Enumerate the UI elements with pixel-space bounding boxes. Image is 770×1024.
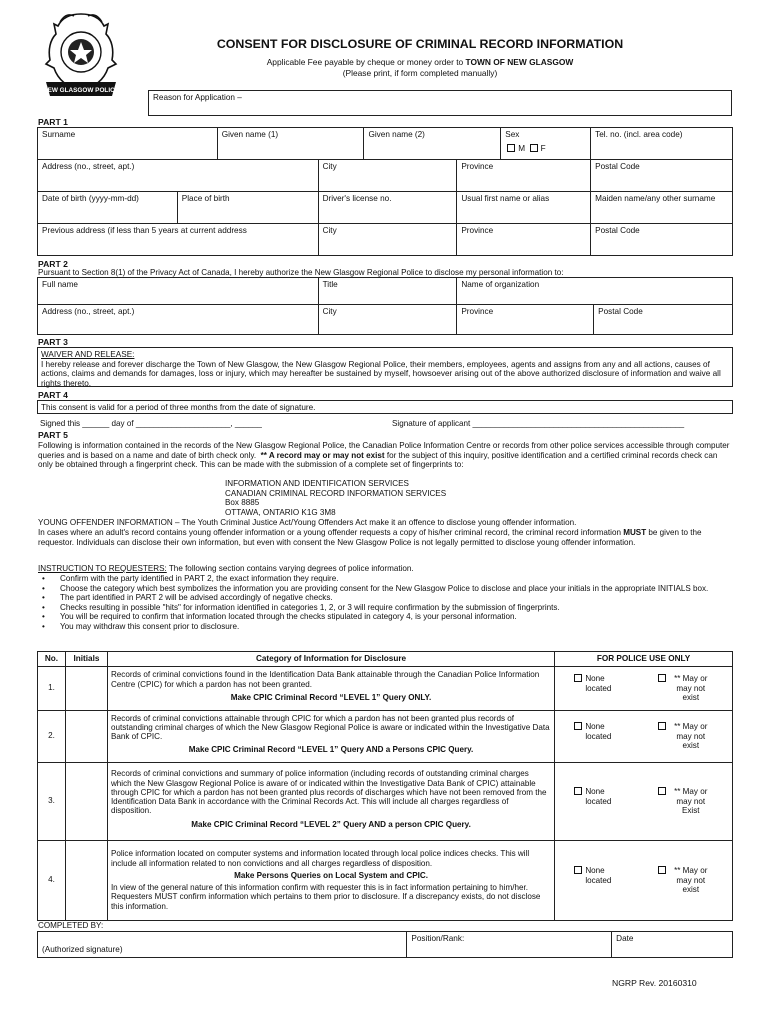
none-located-checkbox[interactable]	[574, 674, 582, 682]
none-located-checkbox[interactable]	[574, 866, 582, 874]
waiver-box	[37, 347, 733, 387]
recipient-city-field[interactable]: City	[318, 305, 457, 335]
position-rank-field[interactable]: Position/Rank:	[407, 932, 612, 958]
previous-province-field[interactable]: Province	[457, 224, 591, 256]
col-initials-header: Initials	[65, 652, 107, 667]
tel-field[interactable]: Tel. no. (incl. area code)	[591, 128, 733, 160]
reason-label: Reason for Application –	[153, 93, 242, 102]
sex-field: Sex M F	[501, 128, 591, 160]
waiver-heading: WAIVER AND RELEASE:	[41, 350, 135, 359]
recipient-province-field[interactable]: Province	[457, 305, 594, 335]
validity-box	[37, 400, 733, 414]
police-use-cell: None located ** May or may not Exist	[555, 762, 733, 840]
recipient-organization-field[interactable]: Name of organization	[457, 278, 733, 305]
col-no-header: No.	[38, 652, 66, 667]
row-number: 3.	[38, 762, 66, 840]
record-may-not-exist-note: ** A record may or may not exist	[260, 450, 385, 460]
part2-intro: Pursuant to Section 8(1) of the Privacy Act of Canada, I hereby authorize the New Glasgow Regional Police to disclose my personal information to:	[38, 268, 564, 277]
table-row	[38, 840, 733, 920]
category-description: Records of criminal convictions found in the Identification Data Bank attainable through the Canadian Police Information Centre (CPIC) for which a pardon has not been granted. Make CPIC Criminal Record “LEVEL 1” Query ONLY.	[107, 666, 554, 710]
part4-label: PART 4	[38, 390, 68, 400]
initials-cell[interactable]	[65, 840, 107, 920]
police-use-cell: None located ** May or may not exist	[555, 710, 733, 762]
instruction-item: • Choose the category which best symbolizes the information you are providing consent for the New Glasgow Police to disclose and place your initials in the appropriate INITIALS box.	[38, 584, 728, 594]
recipient-address-field[interactable]: Address (no., street, apt.)	[38, 305, 319, 335]
ident-services-address: INFORMATION AND IDENTIFICATION SERVICES CANADIAN CRIMINAL RECORD INFORMATION SERVICES Box 8885 OTTAWA, ONTARIO K1G 3M8	[225, 479, 447, 517]
signed-date-line[interactable]: Signed this ______ day of _____________________, ______	[40, 419, 262, 428]
police-crest-logo	[40, 10, 122, 106]
col-police-header: FOR POLICE USE ONLY	[555, 652, 733, 667]
instruction-item: • You may withdraw this consent prior to disclosure.	[38, 622, 728, 632]
part2-label: PART 2	[38, 259, 68, 269]
table-row	[38, 666, 733, 710]
row-number: 2.	[38, 710, 66, 762]
category-description: Records of criminal convictions and summary of police information (including records of outstanding criminal charges which the New Glasgow Regional Police is aware of or indicated within the Investigative Data Bank of CPIC) attainable through CPIC for which a pardon has not been granted plus records of discharges which have not been removed from the Identification Data Bank in accordance with the Criminal Records Act. This will include all charges regardless of disposition. Make CPIC Criminal Record “LEVEL 2” Query AND a person CPIC Query.	[107, 762, 554, 840]
row-number: 4.	[38, 840, 66, 920]
instruction-heading: INSTRUCTION TO REQUESTERS: The following section contains varying degrees of police information.	[38, 564, 414, 573]
print-note: (Please print, if form completed manually)	[342, 68, 498, 78]
table-row	[38, 710, 733, 762]
revision-number: NGRP Rev. 20160310	[612, 978, 697, 988]
province-field[interactable]: Province	[457, 160, 591, 192]
recipient-title-field[interactable]: Title	[318, 278, 457, 305]
sex-m-checkbox[interactable]	[507, 144, 515, 152]
sex-f-checkbox[interactable]	[530, 144, 538, 152]
place-of-birth-field[interactable]: Place of birth	[177, 192, 318, 224]
alias-field[interactable]: Usual first name or alias	[457, 192, 591, 224]
surname-field[interactable]: Surname	[38, 128, 218, 160]
validity-text: This consent is valid for a period of three months from the date of signature.	[41, 403, 316, 412]
dob-field[interactable]: Date of birth (yyyy-mm-dd)	[38, 192, 178, 224]
given-name-1-field[interactable]: Given name (1)	[217, 128, 364, 160]
row-number: 1.	[38, 666, 66, 710]
waiver-text: I hereby release and forever discharge the Town of New Glasgow, the New Glasgow Regional Police, their members, employees, agents and assigns from any and all actions, causes of actions, claims and demands for damages, loss or injury, which may hereafter be sustained by myself, howsoever arising out of the above authorized disclosure of information and waive all rights thereto.	[41, 359, 721, 389]
initials-cell[interactable]	[65, 762, 107, 840]
given-name-2-field[interactable]: Given name (2)	[364, 128, 501, 160]
completed-by-table	[37, 931, 733, 958]
form-title: CONSENT FOR DISCLOSURE OF CRIMINAL RECORD INFORMATION	[216, 37, 624, 51]
recipient-postal-code-field[interactable]: Postal Code	[594, 305, 733, 335]
authorized-signature-field[interactable]: (Authorized signature)	[38, 932, 407, 958]
may-exist-checkbox[interactable]	[658, 866, 666, 874]
may-exist-checkbox[interactable]	[658, 674, 666, 682]
completed-by-label: COMPLETED BY:	[38, 921, 104, 930]
fee-payee: TOWN OF NEW GLASGOW	[465, 57, 574, 67]
initials-cell[interactable]	[65, 710, 107, 762]
fee-note: Applicable Fee payable by cheque or money order to TOWN OF NEW GLASGOW	[266, 57, 574, 67]
previous-address-field[interactable]: Previous address (if less than 5 years at current address	[38, 224, 319, 256]
may-exist-checkbox[interactable]	[658, 787, 666, 795]
maiden-name-field[interactable]: Maiden name/any other surname	[591, 192, 733, 224]
instruction-list	[38, 574, 728, 631]
table-row	[38, 762, 733, 840]
previous-city-field[interactable]: City	[318, 224, 457, 256]
instruction-item: • Checks resulting in possible "hits" for information identified in categories 1, 2, or 3 will require confirmation by the submission of fingerprints.	[38, 603, 728, 613]
category-description: Records of criminal convictions attainable through CPIC for which a pardon has not been granted plus records of outstanding criminal charges of which the New Glasgow Regional Police is aware or indicated within the Investigative Data Bank of CPIC. Make CPIC Criminal Record “LEVEL 1” Query AND a Persons CPIC Query.	[107, 710, 554, 762]
part1-label: PART 1	[38, 117, 68, 127]
adult-record-note: In cases where an adult's record contains young offender information or a young offender requests a copy of his/her criminal record, the criminal record information MUST be given to the requestor. Individuals can disclose their own information, but even with consent the New Glasgow Police is not legally permitted to disclose young offender information.	[38, 528, 702, 547]
may-exist-checkbox[interactable]	[658, 722, 666, 730]
part1-table	[37, 127, 733, 256]
part5-intro: Following is information contained in the records of the New Glasgow Regional Police, the Canadian Police Information Centre or records from other police services accessible through computer queries and is based on a name and date of birth check only. ** A record may or may not exist for the subject of this inquiry, positive identification and a certified criminal records check can only be obtained through a fingerprint check. This can be made with the submission of a complete set of fingerprints to:	[38, 441, 730, 470]
recipient-full-name-field[interactable]: Full name	[38, 278, 319, 305]
reason-for-application-field[interactable]	[148, 90, 732, 116]
police-use-cell: None located ** May or may not exist	[555, 840, 733, 920]
initials-cell[interactable]	[65, 666, 107, 710]
part3-label: PART 3	[38, 337, 68, 347]
part2-table	[37, 277, 733, 335]
address-field[interactable]: Address (no., street, apt.)	[38, 160, 319, 192]
drivers-license-field[interactable]: Driver's license no.	[318, 192, 457, 224]
part5-label: PART 5	[38, 430, 68, 440]
applicant-signature-line[interactable]: Signature of applicant _______________________________________________	[392, 419, 685, 428]
instruction-item: • You will be required to confirm that information located through the checks stipulated in category 4, is your personal information.	[38, 612, 728, 622]
previous-postal-code-field[interactable]: Postal Code	[591, 224, 733, 256]
category-description: Police information located on computer systems and information located through local police indices checks. This will include all information related to non convictions and all charges regardless of disposition. Make Persons Queries on Local System and CPIC. In view of the general nature of this information confirm with requester this is in fact information pertaining to him/her. Requesters MUST confirm information which pertains to them prior to disclosure. If a discrepancy exists, do not disclose this information.	[107, 840, 554, 920]
city-field[interactable]: City	[318, 160, 457, 192]
category-table	[37, 651, 733, 921]
crest-banner-text: NEW GLASGOW POLICE	[43, 87, 119, 94]
police-use-cell: None located ** May or may not exist	[555, 666, 733, 710]
instruction-item: • The part identified in PART 2 will be advised accordingly of negative checks.	[38, 593, 728, 603]
none-located-checkbox[interactable]	[574, 787, 582, 795]
none-located-checkbox[interactable]	[574, 722, 582, 730]
date-field[interactable]: Date	[612, 932, 733, 958]
instruction-item: • Confirm with the party identified in PART 2, the exact information they require.	[38, 574, 728, 584]
young-offender-heading: YOUNG OFFENDER INFORMATION – The Youth Criminal Justice Act/Young Offenders Act make it an offence to disclose young offender information.	[38, 518, 577, 527]
col-category-header: Category of Information for Disclosure	[107, 652, 554, 667]
postal-code-field[interactable]: Postal Code	[591, 160, 733, 192]
